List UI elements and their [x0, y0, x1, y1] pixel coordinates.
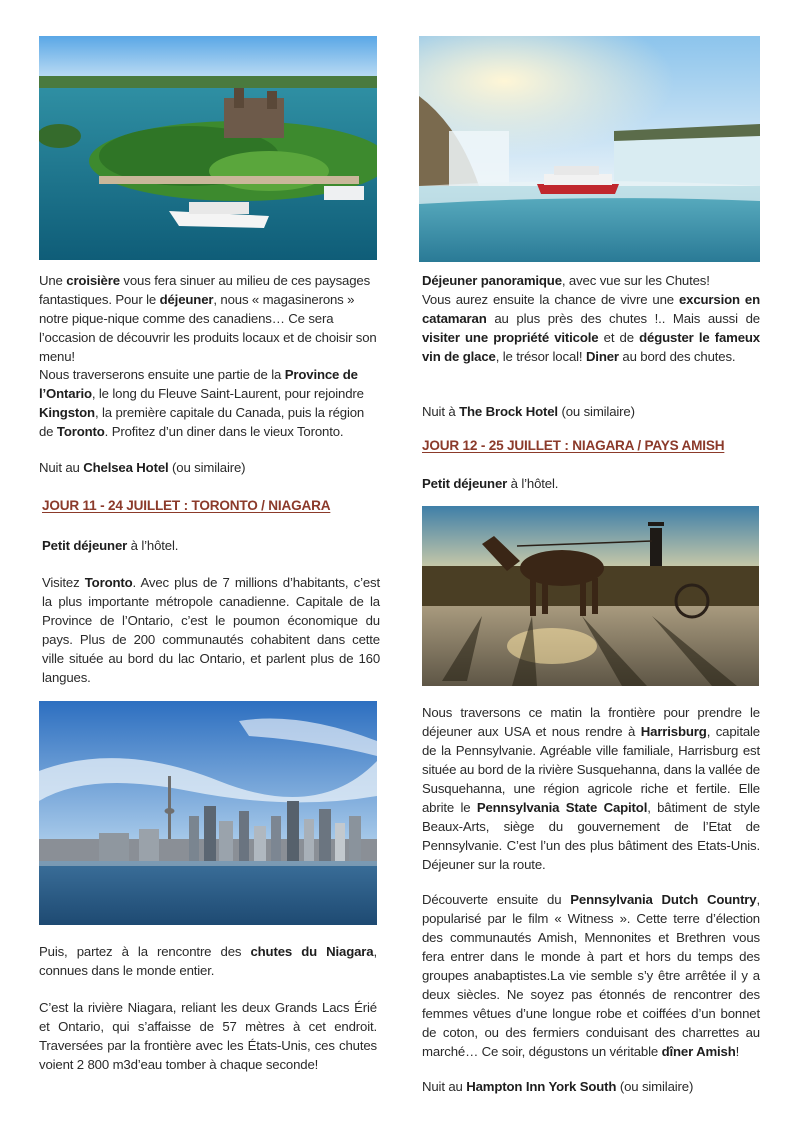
text-run: , nous « magasinerons » notre pique-nique comme des canadiens… Ce sera l’occasion de découvrir les produits locaux et de choisir son menu! [39, 292, 377, 364]
text-run: Nuit au [422, 1079, 467, 1094]
bold-text: Kingston [39, 405, 95, 420]
text-run: , bâtiment de style Beaux-Arts, siège du gouvernement de l’Etat de Pennsylvanie. C’est l’un des plus bâtiment des Etats-Unis. Déjeuner sur la route. [422, 800, 760, 872]
text-run: à l’hôtel. [507, 476, 559, 491]
text-run: Visitez [42, 575, 85, 590]
ontario-kingston-paragraph [39, 365, 377, 441]
bold-text: Province de l’Ontario [39, 367, 358, 401]
photo-thousand-islands-cruise [39, 36, 377, 260]
night-brock-hotel [422, 402, 760, 421]
bold-text: visiter une propriété viticole [422, 330, 599, 345]
text-run: , la première capitale du Canada, puis la région de [39, 405, 365, 439]
text-run: , connues dans le monde entier. [39, 944, 377, 978]
text-run: vous fera sinuer au milieu de ces paysages fantastiques. Pour le [39, 273, 371, 307]
text-run: C’est la rivière Niagara, reliant les deux Grands Lacs Érié et Ontario, qui s’affaisse de 57 mètres à cet endroit. Traversées par la frontière avec les États-Unis, ces chutes voient 2 800 m3d’eau tomber à chaque seconde! [39, 1000, 377, 1072]
text-run: Nous traversons ce matin la frontière pour prendre le déjeuner aux USA et nous rendre à [422, 705, 760, 739]
text-run: Nuit au [39, 460, 84, 475]
bold-text: Chelsea Hotel [83, 460, 169, 475]
text-run: au bord des chutes. [618, 349, 736, 364]
niagara-falls-intro [39, 942, 377, 980]
bold-text: The Brock Hotel [459, 404, 558, 419]
bold-text: Déjeuner panoramique [422, 273, 562, 288]
text-run: . Profitez d’un diner dans le vieux Toronto. [104, 424, 344, 439]
bold-text: Hampton Inn York South [466, 1079, 617, 1094]
text-run: au plus près des chutes !.. Mais aussi de [486, 311, 760, 326]
night-hampton-inn [422, 1077, 760, 1096]
text-run: Nuit à [422, 404, 460, 419]
text-run: (ou similaire) [168, 460, 246, 475]
bold-text: Toronto [56, 424, 105, 439]
dutch-country-paragraph [422, 890, 760, 1061]
bold-text: Harrisburg [640, 724, 707, 739]
text-run: Vous aurez ensuite la chance de vivre une [422, 292, 679, 307]
bold-text: chutes du Niagara [250, 944, 374, 959]
harrisburg-paragraph [422, 703, 760, 874]
bold-text: excursion en catamaran [422, 292, 760, 326]
toronto-paragraph [42, 573, 380, 687]
day-12-heading: JOUR 12 - 25 JUILLET : NIAGARA / PAYS AMISH [422, 438, 725, 453]
text-run: (ou similaire) [616, 1079, 694, 1094]
bold-text: Pennsylvania State Capitol [476, 800, 648, 815]
day-11-heading: JOUR 11 - 24 JUILLET : TORONTO / NIAGARA [42, 498, 331, 513]
bold-text: dîner Amish [661, 1044, 736, 1059]
text-run: ! [735, 1044, 740, 1059]
photo-amish-horse-carriage [422, 506, 759, 686]
text-run: Une [39, 273, 67, 288]
bold-text: Petit déjeuner [422, 476, 508, 491]
photo-niagara-catamaran [419, 36, 760, 262]
text-run: Puis, partez à la rencontre des [39, 944, 251, 959]
text-run: . Avec plus de 7 millions d’habitants, c’est la plus importante métropole canadienne. Capitale de la Province de l’Ontario, c’est le poumon économique du pays. Plus de 200 communautés cohabitent dans cette ville située au bord du lac Ontario, et parlent plus de 160 langues. [42, 575, 380, 685]
bold-text: croisière [66, 273, 120, 288]
intro-cruise-paragraph [39, 271, 377, 366]
text-run: , le long du Fleuve Saint-Laurent, pour rejoindre [91, 386, 364, 401]
night-chelsea-hotel [39, 458, 377, 477]
text-run: , avec vue sur les Chutes! [561, 273, 710, 288]
bold-text: Pennsylvania Dutch Country [570, 892, 757, 907]
day-11-breakfast [42, 536, 380, 555]
text-run: et de [598, 330, 640, 345]
catamaran-winery-paragraph [422, 290, 760, 366]
text-run: , le trésor local! [495, 349, 586, 364]
text-run: à l’hôtel. [127, 538, 179, 553]
photo-toronto-skyline [39, 701, 377, 925]
day-12-breakfast [422, 474, 760, 493]
text-run: , capitale de la Pennsylvanie. Agréable ville familiale, Harrisburg est située au bord de la rivière Susquehanna, dans la vallée de Susquehanna, une région agricole riche et fertile. Elle abrite le [422, 724, 760, 815]
bold-text: Diner [585, 349, 619, 364]
bold-text: Petit déjeuner [42, 538, 128, 553]
bold-text: déguster le fameux vin de glace [422, 330, 760, 364]
niagara-river-paragraph [39, 998, 377, 1074]
text-run: Nous traverserons ensuite une partie de la [39, 367, 285, 382]
bold-text: Toronto [84, 575, 133, 590]
panoramic-lunch [422, 271, 760, 290]
text-run: Découverte ensuite du [422, 892, 571, 907]
text-run: , popularisé par le film « Witness ». Cette terre d’élection des communautés Amish, Mennonites et Brethren vous fera entrer dans le monde à part et hors du temps des groupes anabaptistes.La vie semble s’y être arrêtée il y a deux siècles. Ne soyez pas étonnés de rencontrer des femmes vêtues d’une longue robe et coiffées d’un bonnet de coton, ou des fermiers conduisant des charrettes au marché… Ce soir, dégustons un véritable [422, 892, 760, 1059]
bold-text: déjeuner [159, 292, 214, 307]
text-run: (ou similaire) [557, 404, 635, 419]
